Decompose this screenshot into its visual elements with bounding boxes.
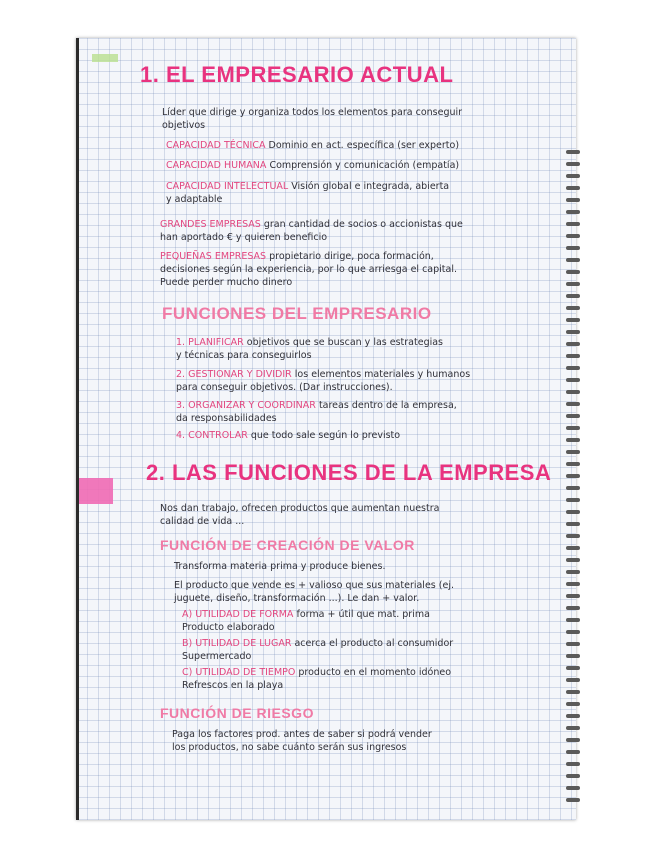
spiral-ring [566,534,580,538]
pequenas-empresas-text2: decisiones según la experiencia, por lo que arriesga el capital. [160,264,458,275]
pequenas-empresas-text: propietario dirige, poca formación, [269,251,434,262]
spiral-ring [566,210,580,214]
spiral-ring [566,438,580,442]
utilidad-lugar-label: B) UTILIDAD DE LUGAR [182,638,292,649]
utilidad-tiempo-label: C) UTILIDAD DE TIEMPO [182,667,296,678]
spiral-ring [566,174,580,178]
spiral-ring [566,738,580,742]
grandes-empresas-text2: han aportado € y quieren beneficio [160,232,328,243]
spiral-ring [566,318,580,322]
section1-intro-line2: objetivos [162,120,206,131]
grandes-empresas-label: GRANDES EMPRESAS [160,219,261,230]
spiral-ring [566,654,580,658]
spiral-binding [566,150,582,810]
section1-title: 1. EL EMPRESARIO ACTUAL [140,62,454,87]
planificar-text: objetivos que se buscan y las estrategias [246,337,444,348]
spiral-ring [566,462,580,466]
section1-intro-line1: Líder que dirige y organiza todos los elementos para conseguir [162,107,463,118]
spiral-ring [566,558,580,562]
spiral-ring [566,186,580,190]
spiral-ring [566,366,580,370]
spiral-ring [566,702,580,706]
spiral-ring [566,618,580,622]
funciones-empresario-title: FUNCIONES DEL EMPRESARIO [162,304,432,323]
capacidad-intelectual-label: CAPACIDAD INTELECTUAL [166,181,289,192]
spiral-ring [566,546,580,550]
organizar-label: 3. ORGANIZAR Y COORDINAR [176,400,316,411]
page-edge [76,38,79,820]
riesgo-line1: Paga los factores prod. antes de saber si podrá vender [172,729,432,740]
utilidad-tiempo [182,667,451,678]
creacion-valor-line2: El producto que vende es + valioso que sus materiales (ej. [174,580,454,591]
spiral-ring [566,282,580,286]
capacidad-humana-label: CAPACIDAD HUMANA [166,160,267,171]
utilidad-forma [182,609,430,620]
spiral-ring [566,270,580,274]
spiral-ring [566,234,580,238]
funcion-planificar [176,337,443,348]
funcion-controlar [176,430,400,441]
spiral-ring [566,258,580,262]
utilidad-lugar [182,638,453,649]
spiral-ring [566,294,580,298]
spiral-ring [566,750,580,754]
utilidad-tiempo-text: producto en el momento idóneo [298,667,452,678]
spiral-ring [566,726,580,730]
utilidad-lugar-text: acerca el producto al consumidor [294,638,454,649]
creacion-valor-line3: juguete, diseño, transformación ...). Le dan + valor. [174,593,420,604]
pequenas-empresas [160,251,434,262]
planificar-text2: y técnicas para conseguirlos [176,350,312,361]
spiral-ring [566,762,580,766]
capacidad-tecnica [166,140,459,151]
grandes-empresas-text: gran cantidad de socios o accionistas que [263,219,463,230]
spiral-ring [566,378,580,382]
capacidad-tecnica-label: CAPACIDAD TÉCNICA [166,140,266,151]
utilidad-lugar-text2: Supermercado [182,651,252,662]
controlar-text: que todo sale según lo previsto [250,430,401,441]
spiral-ring [566,498,580,502]
creacion-valor-title: FUNCIÓN DE CREACIÓN DE VALOR [160,537,415,553]
spiral-ring [566,522,580,526]
gestionar-text2: para conseguir objetivos. (Dar instrucciones). [176,382,393,393]
spiral-ring [566,582,580,586]
funcion-gestionar [176,369,470,380]
spiral-ring [566,714,580,718]
capacidad-intelectual-text: Visión global e integrada, abierta [291,181,450,192]
spiral-ring [566,402,580,406]
capacidad-intelectual [166,181,449,192]
grandes-empresas [160,219,463,230]
spiral-ring [566,414,580,418]
organizar-text2: da responsabilidades [176,413,277,424]
spiral-ring [566,630,580,634]
capacidad-intelectual-text2: y adaptable [166,194,223,205]
utilidad-forma-text2: Producto elaborado [182,622,275,633]
section2-intro-line2: calidad de vida ... [160,516,245,527]
pink-tab-marker [79,478,113,504]
spiral-ring [566,606,580,610]
organizar-text: tareas dentro de la empresa, [318,400,457,411]
riesgo-title: FUNCIÓN DE RIESGO [160,705,314,721]
spiral-ring [566,678,580,682]
spiral-ring [566,690,580,694]
spiral-ring [566,162,580,166]
spiral-ring [566,474,580,478]
spiral-ring [566,774,580,778]
spiral-ring [566,306,580,310]
utilidad-forma-text: forma + útil que mat. prima [296,609,430,620]
spiral-ring [566,222,580,226]
spiral-ring [566,150,580,154]
spiral-ring [566,426,580,430]
pequenas-empresas-text3: Puede perder mucho dinero [160,277,293,288]
spiral-ring [566,798,580,802]
section2-intro-line1: Nos dan trabajo, ofrecen productos que aumentan nuestra [160,503,440,514]
spiral-ring [566,642,580,646]
gestionar-label: 2. GESTIONAR Y DIVIDIR [176,369,292,380]
spiral-ring [566,354,580,358]
utilidad-forma-label: A) UTILIDAD DE FORMA [182,609,294,620]
capacidad-humana-text: Comprensión y comunicación (empatía) [269,160,460,171]
spiral-ring [566,666,580,670]
spiral-ring [566,450,580,454]
creacion-valor-line1: Transforma materia prima y produce bienes. [174,561,386,572]
spiral-ring [566,486,580,490]
spiral-ring [566,510,580,514]
pequenas-empresas-label: PEQUEÑAS EMPRESAS [160,251,267,262]
funcion-organizar [176,400,457,411]
spiral-ring [566,342,580,346]
notebook-page [76,38,576,820]
riesgo-line2: los productos, no sabe cuánto serán sus ingresos [172,742,407,753]
green-tab-marker [92,54,118,62]
planificar-label: 1. PLANIFICAR [176,337,244,348]
spiral-ring [566,786,580,790]
spiral-ring [566,390,580,394]
spiral-ring [566,198,580,202]
spiral-ring [566,594,580,598]
controlar-label: 4. CONTROLAR [176,430,248,441]
gestionar-text: los elementos materiales y humanos [294,369,471,380]
utilidad-tiempo-text2: Refrescos en la playa [182,680,284,691]
spiral-ring [566,246,580,250]
capacidad-humana [166,160,459,171]
section2-title: 2. LAS FUNCIONES DE LA EMPRESA [146,460,552,485]
capacidad-tecnica-text: Dominio en act. específica (ser experto) [268,140,460,151]
spiral-ring [566,330,580,334]
spiral-ring [566,570,580,574]
